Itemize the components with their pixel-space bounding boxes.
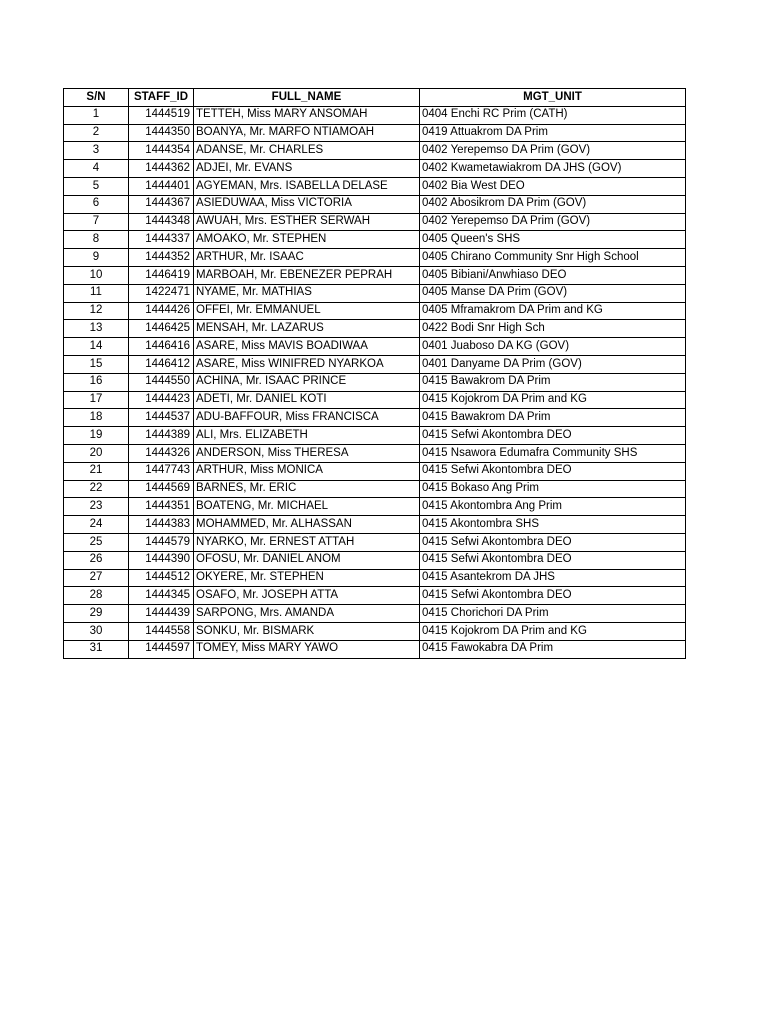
cell-staff-id: 1444326 [129,444,194,462]
table-row [64,462,686,480]
cell-staff-id: 1444337 [129,231,194,249]
cell-sn: 22 [64,480,129,498]
header-staff-id: STAFF_ID [129,89,194,107]
table-row [64,124,686,142]
cell-staff-id: 1444389 [129,427,194,445]
cell-staff-id: 1444512 [129,569,194,587]
cell-full-name: ADETI, Mr. DANIEL KOTI [194,391,420,409]
table-row [64,427,686,445]
cell-sn: 15 [64,355,129,373]
cell-mgt-unit: 0415 Sefwi Akontombra DEO [420,551,686,569]
cell-full-name: NYAME, Mr. MATHIAS [194,284,420,302]
cell-sn: 16 [64,373,129,391]
cell-sn: 13 [64,320,129,338]
cell-full-name: ASIEDUWAA, Miss VICTORIA [194,195,420,213]
table-row [64,142,686,160]
cell-mgt-unit: 0415 Akontombra Ang Prim [420,498,686,516]
cell-mgt-unit: 0415 Kojokrom DA Prim and KG [420,391,686,409]
cell-mgt-unit: 0402 Abosikrom DA Prim (GOV) [420,195,686,213]
cell-full-name: AMOAKO, Mr. STEPHEN [194,231,420,249]
cell-mgt-unit: 0415 Nsawora Edumafra Community SHS [420,444,686,462]
cell-staff-id: 1446416 [129,338,194,356]
cell-sn: 20 [64,444,129,462]
cell-sn: 21 [64,462,129,480]
cell-full-name: BARNES, Mr. ERIC [194,480,420,498]
cell-staff-id: 1444345 [129,587,194,605]
cell-staff-id: 1444350 [129,124,194,142]
cell-staff-id: 1422471 [129,284,194,302]
cell-full-name: ADANSE, Mr. CHARLES [194,142,420,160]
cell-mgt-unit: 0415 Sefwi Akontombra DEO [420,533,686,551]
cell-staff-id: 1444390 [129,551,194,569]
cell-full-name: MENSAH, Mr. LAZARUS [194,320,420,338]
cell-staff-id: 1447743 [129,462,194,480]
header-sn: S/N [64,89,129,107]
table-row [64,249,686,267]
cell-sn: 29 [64,605,129,623]
cell-full-name: ANDERSON, Miss THERESA [194,444,420,462]
cell-sn: 10 [64,266,129,284]
cell-mgt-unit: 0415 Chorichori DA Prim [420,605,686,623]
cell-full-name: SONKU, Mr. BISMARK [194,622,420,640]
cell-staff-id: 1444558 [129,622,194,640]
cell-full-name: ACHINA, Mr. ISAAC PRINCE [194,373,420,391]
cell-full-name: ARTHUR, Mr. ISAAC [194,249,420,267]
cell-staff-id: 1444579 [129,533,194,551]
cell-staff-id: 1444537 [129,409,194,427]
table-row [64,640,686,658]
cell-full-name: OSAFO, Mr. JOSEPH ATTA [194,587,420,605]
cell-sn: 23 [64,498,129,516]
cell-mgt-unit: 0405 Mframakrom DA Prim and KG [420,302,686,320]
cell-staff-id: 1444597 [129,640,194,658]
cell-sn: 25 [64,533,129,551]
cell-full-name: ASARE, Miss MAVIS BOADIWAA [194,338,420,356]
cell-mgt-unit: 0401 Juaboso DA KG (GOV) [420,338,686,356]
table-row [64,569,686,587]
table-row [64,302,686,320]
table-row [64,213,686,231]
table-row [64,320,686,338]
cell-full-name: MARBOAH, Mr. EBENEZER PEPRAH [194,266,420,284]
cell-staff-id: 1444362 [129,160,194,178]
table-row [64,177,686,195]
cell-sn: 6 [64,195,129,213]
cell-staff-id: 1444352 [129,249,194,267]
table-row [64,533,686,551]
cell-staff-id: 1446412 [129,355,194,373]
cell-staff-id: 1444439 [129,605,194,623]
cell-staff-id: 1444367 [129,195,194,213]
cell-full-name: OFFEI, Mr. EMMANUEL [194,302,420,320]
table-row [64,622,686,640]
table-row [64,160,686,178]
cell-mgt-unit: 0415 Sefwi Akontombra DEO [420,427,686,445]
cell-sn: 9 [64,249,129,267]
cell-full-name: BOANYA, Mr. MARFO NTIAMOAH [194,124,420,142]
cell-staff-id: 1444519 [129,106,194,124]
cell-mgt-unit: 0405 Bibiani/Anwhiaso DEO [420,266,686,284]
cell-mgt-unit: 0401 Danyame DA Prim (GOV) [420,355,686,373]
table-header [64,89,686,107]
cell-full-name: ADJEI, Mr. EVANS [194,160,420,178]
table-row [64,338,686,356]
cell-full-name: MOHAMMED, Mr. ALHASSAN [194,516,420,534]
cell-mgt-unit: 0415 Kojokrom DA Prim and KG [420,622,686,640]
table-row [64,231,686,249]
cell-mgt-unit: 0402 Bia West DEO [420,177,686,195]
cell-full-name: ASARE, Miss WINIFRED NYARKOA [194,355,420,373]
cell-sn: 19 [64,427,129,445]
table-row [64,284,686,302]
cell-sn: 27 [64,569,129,587]
cell-sn: 8 [64,231,129,249]
header-full-name: FULL_NAME [194,89,420,107]
table-row [64,266,686,284]
cell-mgt-unit: 0405 Chirano Community Snr High School [420,249,686,267]
cell-mgt-unit: 0402 Yerepemso DA Prim (GOV) [420,213,686,231]
cell-sn: 5 [64,177,129,195]
cell-mgt-unit: 0405 Queen's SHS [420,231,686,249]
cell-mgt-unit: 0402 Yerepemso DA Prim (GOV) [420,142,686,160]
cell-sn: 14 [64,338,129,356]
cell-mgt-unit: 0415 Bokaso Ang Prim [420,480,686,498]
cell-full-name: SARPONG, Mrs. AMANDA [194,605,420,623]
cell-staff-id: 1444354 [129,142,194,160]
cell-mgt-unit: 0419 Attuakrom DA Prim [420,124,686,142]
cell-sn: 31 [64,640,129,658]
cell-full-name: AWUAH, Mrs. ESTHER SERWAH [194,213,420,231]
cell-full-name: BOATENG, Mr. MICHAEL [194,498,420,516]
header-mgt-unit: MGT_UNIT [420,89,686,107]
cell-mgt-unit: 0415 Bawakrom DA Prim [420,373,686,391]
table-row [64,373,686,391]
cell-sn: 18 [64,409,129,427]
table-row [64,480,686,498]
table-row [64,355,686,373]
cell-mgt-unit: 0415 Asantekrom DA JHS [420,569,686,587]
cell-full-name: TOMEY, Miss MARY YAWO [194,640,420,658]
table-row [64,444,686,462]
table-row [64,391,686,409]
cell-staff-id: 1446419 [129,266,194,284]
table-row [64,106,686,124]
table-row [64,587,686,605]
cell-staff-id: 1444348 [129,213,194,231]
cell-mgt-unit: 0415 Bawakrom DA Prim [420,409,686,427]
cell-mgt-unit: 0415 Fawokabra DA Prim [420,640,686,658]
cell-mgt-unit: 0415 Sefwi Akontombra DEO [420,587,686,605]
cell-sn: 26 [64,551,129,569]
cell-mgt-unit: 0405 Manse DA Prim (GOV) [420,284,686,302]
cell-sn: 7 [64,213,129,231]
cell-full-name: AGYEMAN, Mrs. ISABELLA DELASE [194,177,420,195]
cell-sn: 11 [64,284,129,302]
table-row [64,409,686,427]
table-row [64,498,686,516]
cell-mgt-unit: 0415 Sefwi Akontombra DEO [420,462,686,480]
cell-staff-id: 1446425 [129,320,194,338]
cell-sn: 1 [64,106,129,124]
header-row [64,89,686,107]
table-row [64,551,686,569]
staff-table [63,88,686,659]
cell-staff-id: 1444569 [129,480,194,498]
cell-sn: 30 [64,622,129,640]
cell-sn: 24 [64,516,129,534]
cell-sn: 4 [64,160,129,178]
cell-mgt-unit: 0402 Kwametawiakrom DA JHS (GOV) [420,160,686,178]
cell-full-name: OKYERE, Mr. STEPHEN [194,569,420,587]
cell-full-name: ALI, Mrs. ELIZABETH [194,427,420,445]
cell-staff-id: 1444426 [129,302,194,320]
cell-full-name: ADU-BAFFOUR, Miss FRANCISCA [194,409,420,427]
cell-staff-id: 1444401 [129,177,194,195]
cell-full-name: TETTEH, Miss MARY ANSOMAH [194,106,420,124]
cell-sn: 17 [64,391,129,409]
cell-full-name: NYARKO, Mr. ERNEST ATTAH [194,533,420,551]
table-row [64,605,686,623]
cell-sn: 2 [64,124,129,142]
cell-staff-id: 1444351 [129,498,194,516]
table-row [64,516,686,534]
cell-full-name: ARTHUR, Miss MONICA [194,462,420,480]
cell-staff-id: 1444550 [129,373,194,391]
cell-mgt-unit: 0404 Enchi RC Prim (CATH) [420,106,686,124]
table-row [64,195,686,213]
table-body [64,106,686,658]
cell-sn: 3 [64,142,129,160]
cell-mgt-unit: 0422 Bodi Snr High Sch [420,320,686,338]
cell-staff-id: 1444383 [129,516,194,534]
cell-mgt-unit: 0415 Akontombra SHS [420,516,686,534]
cell-full-name: OFOSU, Mr. DANIEL ANOM [194,551,420,569]
cell-staff-id: 1444423 [129,391,194,409]
cell-sn: 12 [64,302,129,320]
cell-sn: 28 [64,587,129,605]
